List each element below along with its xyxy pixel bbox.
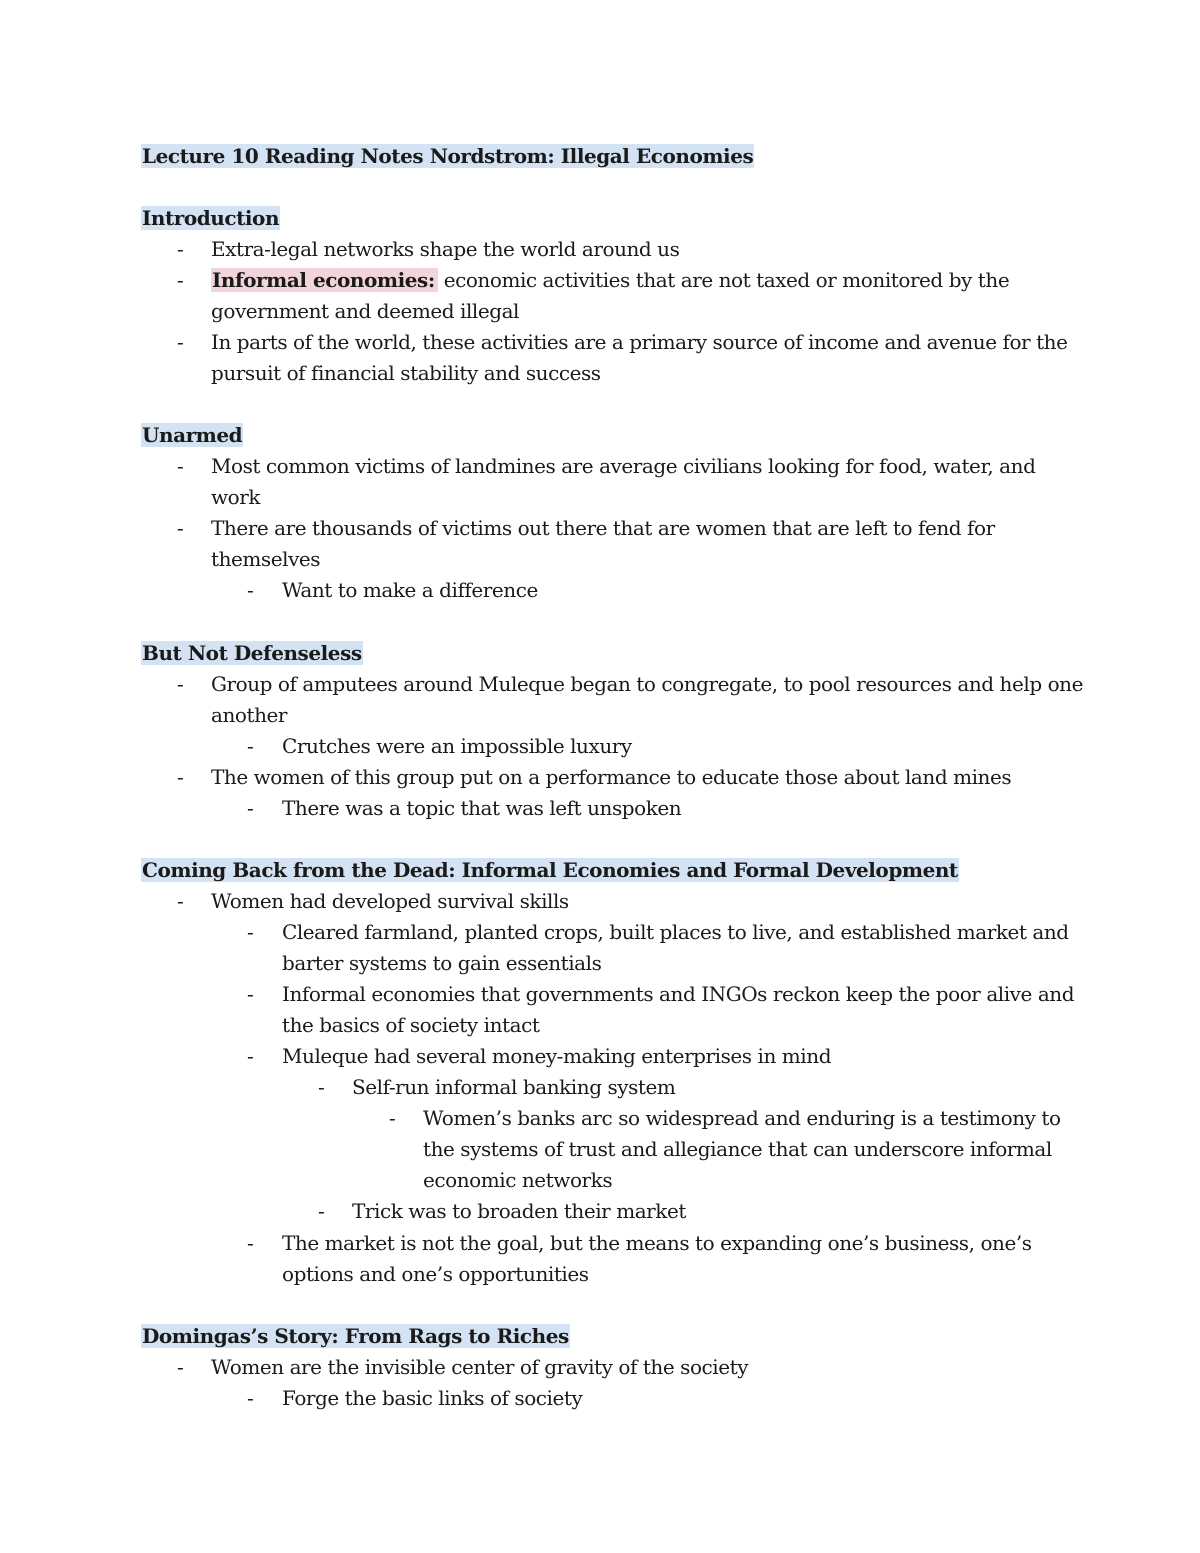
heading-text: Domingas’s Story: From Rags to Riches	[142, 1324, 569, 1348]
bullet-dash: -	[177, 765, 184, 789]
bullet-text-continued: pursuit of financial stability and success	[211, 361, 601, 385]
sub-bullet-dash: -	[247, 734, 254, 758]
sub-sub-bullet-dash: -	[318, 1075, 325, 1099]
bullet-text-continued: work	[211, 485, 261, 509]
bullet-text-continued: government and deemed illegal	[211, 299, 519, 323]
bullet-text: Group of amputees around Muleque began to congregate, to pool resources and help one	[211, 672, 1083, 696]
bullet-text: Women had developed survival skills	[211, 889, 569, 913]
title-text: Lecture 10 Reading Notes Nordstrom: Illegal Economies	[142, 144, 754, 168]
sub-bullet-dash: -	[247, 796, 254, 820]
term-definition: economic activities that are not taxed or monitored by the	[443, 268, 1010, 292]
bullet-dash: -	[177, 237, 184, 261]
section-heading-introduction	[141, 203, 280, 234]
bullet-text: In parts of the world, these activities are a primary source of income and avenue for the	[211, 330, 1068, 354]
heading-text: Coming Back from the Dead: Informal Economies and Formal Development	[142, 858, 958, 882]
sub-bullet-text-continued: the basics of society intact	[282, 1013, 540, 1037]
sub-bullet-dash: -	[247, 920, 254, 944]
bullet-text	[211, 265, 1009, 296]
sub-bullet-text: Informal economies that governments and INGOs reckon keep the poor alive and	[282, 982, 1075, 1006]
bullet-text: Extra-legal networks shape the world around us	[211, 237, 680, 261]
bullet-dash: -	[177, 454, 184, 478]
sub-bullet-dash: -	[247, 1044, 254, 1068]
sub-bullet-text: Muleque had several money-making enterprises in mind	[282, 1044, 832, 1068]
bullet-dash: -	[177, 1355, 184, 1379]
sub-sub-bullet-text: Self-run informal banking system	[352, 1075, 676, 1099]
level4-bullet-dash: -	[389, 1106, 396, 1130]
section-heading-domingas	[141, 1321, 570, 1352]
sub-bullet-text: Want to make a difference	[282, 578, 538, 602]
heading-text: Unarmed	[142, 423, 243, 447]
section-heading-unarmed	[141, 420, 243, 451]
level4-bullet-text-continued: economic networks	[423, 1168, 613, 1192]
sub-bullet-text-continued: barter systems to gain essentials	[282, 951, 602, 975]
section-heading-coming-back	[141, 855, 959, 886]
bullet-text-continued: another	[211, 703, 288, 727]
bullet-text-continued: themselves	[211, 547, 321, 571]
bullet-text: The women of this group put on a performance to educate those about land mines	[211, 765, 1012, 789]
sub-sub-bullet-dash: -	[318, 1199, 325, 1223]
sub-bullet-text: Cleared farmland, planted crops, built places to live, and established market and	[282, 920, 1069, 944]
sub-bullet-text: There was a topic that was left unspoken	[282, 796, 682, 820]
bullet-dash: -	[177, 330, 184, 354]
level4-bullet-text-continued: the systems of trust and allegiance that can underscore informal	[423, 1137, 1052, 1161]
document-title	[141, 141, 754, 172]
sub-sub-bullet-text: Trick was to broaden their market	[352, 1199, 686, 1223]
bullet-text: Most common victims of landmines are average civilians looking for food, water, and	[211, 454, 1036, 478]
sub-bullet-text: Crutches were an impossible luxury	[282, 734, 632, 758]
sub-bullet-text: The market is not the goal, but the means to expanding one’s business, one’s	[282, 1231, 1032, 1255]
bullet-text: Women are the invisible center of gravity of the society	[211, 1355, 749, 1379]
sub-bullet-dash: -	[247, 982, 254, 1006]
sub-bullet-text: Forge the basic links of society	[282, 1386, 583, 1410]
heading-text: Introduction	[142, 206, 280, 230]
sub-bullet-dash: -	[247, 578, 254, 602]
term-highlight: Informal economies:	[211, 268, 438, 292]
level4-bullet-text: Women’s banks arc so widespread and enduring is a testimony to	[423, 1106, 1061, 1130]
sub-bullet-dash: -	[247, 1231, 254, 1255]
sub-bullet-text-continued: options and one’s opportunities	[282, 1262, 589, 1286]
heading-text: But Not Defenseless	[142, 641, 362, 665]
bullet-dash: -	[177, 672, 184, 696]
bullet-dash: -	[177, 268, 184, 292]
sub-bullet-dash: -	[247, 1386, 254, 1410]
bullet-text: There are thousands of victims out there that are women that are left to fend for	[211, 516, 995, 540]
bullet-dash: -	[177, 889, 184, 913]
bullet-dash: -	[177, 516, 184, 540]
section-heading-defenseless	[141, 638, 363, 669]
